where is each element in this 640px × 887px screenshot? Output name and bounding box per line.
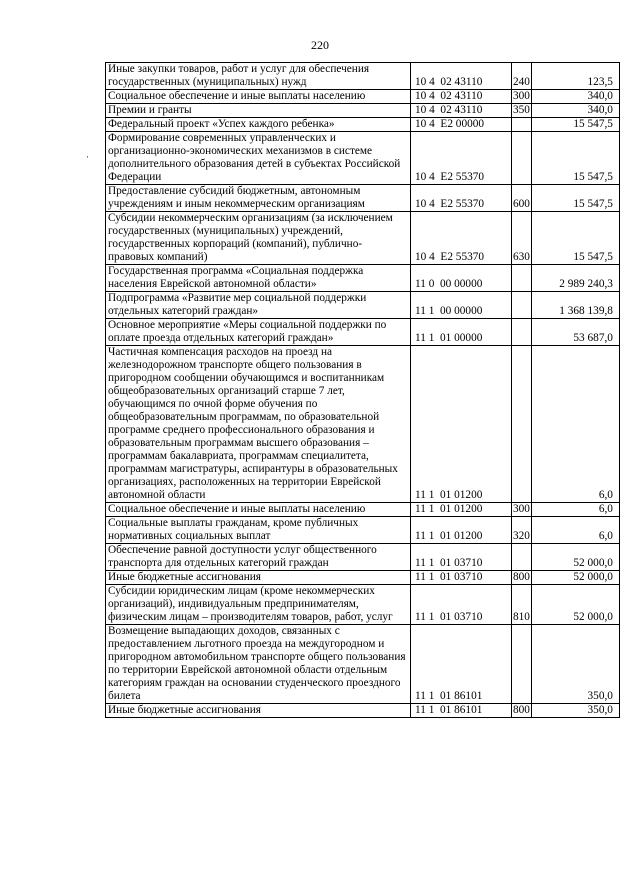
row-code: 11 1 00 00000 [411, 292, 512, 319]
row-code: 11 1 01 86101 [411, 704, 512, 718]
row-code: 10 4 E2 55370 [411, 212, 512, 265]
table-row [106, 346, 620, 503]
row-code: 11 0 00 00000 [411, 265, 512, 292]
row-code: 10 4 02 43110 [411, 104, 512, 118]
row-name: Возмещение выпадающих доходов, связанных с предоставлением льготного проезда на междугородном и пригородном автомобильном транспорте общего пользования по территории Еврейской автономной области отдельным категориям граждан на основании студенческого проездного билета [106, 625, 411, 704]
row-name: Иные бюджетные ассигнования [106, 704, 411, 718]
table-row [106, 90, 620, 104]
row-expense-type [512, 346, 532, 503]
row-name: Формирование современных управленческих и организационно-экономических механизмов в системе дополнительного образования детей в субъектах Российской Федерации [106, 132, 411, 185]
row-name: Социальное обеспечение и иные выплаты населению [106, 90, 411, 104]
table-row [106, 63, 620, 90]
row-name: Частичная компенсация расходов на проезд на железнодорожном транспорте общего пользования в пригородном сообщении обучающимся и воспитанникам общеобразовательных организаций старше 7 лет, обучающимся по очной форме обучения по общеобразовательным программам, по образовательной программе среднего профессионального образования и образовательным программам высшего образования – программам бакалавриата, программам специалитета, программам магистратуры, аспирантуры в образовательных организациях, расположенных на территории Еврейской автономной области [106, 346, 411, 503]
row-code: 10 4 E2 55370 [411, 132, 512, 185]
table-row [106, 571, 620, 585]
table-row [106, 704, 620, 718]
row-expense-type [512, 118, 532, 132]
row-expense-type [512, 132, 532, 185]
row-name: Предоставление субсидий бюджетным, автономным учреждениям и иным некоммерческим организациям [106, 185, 411, 212]
row-name: Социальные выплаты гражданам, кроме публичных нормативных социальных выплат [106, 517, 411, 544]
row-expense-type: 350 [513, 104, 530, 116]
page-number: 220 [311, 38, 329, 52]
table-row [106, 585, 620, 625]
row-sum: 350,0 [531, 625, 619, 704]
budget-table [105, 62, 620, 718]
row-code: 10 4 02 43110 [411, 63, 512, 90]
table-row [106, 544, 620, 571]
margin-mark: · [86, 152, 89, 162]
row-sum: 340,0 [531, 90, 619, 104]
row-code: 11 1 01 01200 [411, 346, 512, 503]
row-code: 11 1 01 00000 [411, 319, 512, 346]
row-sum: 15 547,5 [531, 118, 619, 132]
row-expense-type: 300 [513, 90, 530, 102]
row-sum: 350,0 [531, 704, 619, 718]
table-row [106, 319, 620, 346]
row-sum: 15 547,5 [531, 132, 619, 185]
row-expense-type: 600 [512, 185, 532, 212]
row-code: 11 1 01 01200 [411, 517, 512, 544]
row-name: Обеспечение равной доступности услуг общественного транспорта для отдельных категорий граждан [106, 544, 411, 571]
row-name: Премии и гранты [106, 104, 411, 118]
row-sum: 6,0 [531, 346, 619, 503]
table-row [106, 517, 620, 544]
row-code: 11 1 01 03710 [411, 585, 512, 625]
row-sum: 6,0 [531, 517, 619, 544]
row-expense-type: 800 [513, 704, 530, 716]
table-row [106, 625, 620, 704]
row-sum: 340,0 [531, 104, 619, 118]
row-expense-type [512, 292, 532, 319]
table-row [106, 104, 620, 118]
row-expense-type: 810 [512, 585, 532, 625]
row-name: Субсидии юридическим лицам (кроме некоммерческих организаций), индивидуальным предпринимателям, физическим лицам – производителям товаров, работ, услуг [106, 585, 411, 625]
row-name: Федеральный проект «Успех каждого ребенка» [106, 118, 411, 132]
row-sum: 15 547,5 [531, 212, 619, 265]
row-name: Основное мероприятие «Меры социальной поддержки по оплате проезда отдельных категорий граждан» [106, 319, 411, 346]
row-expense-type: 800 [513, 571, 530, 583]
table-row [106, 292, 620, 319]
row-sum: 52 000,0 [531, 544, 619, 571]
row-sum: 2 989 240,3 [531, 265, 619, 292]
row-code: 10 4 02 43110 [411, 90, 512, 104]
row-name: Подпрограмма «Развитие мер социальной поддержки отдельных категорий граждан» [106, 292, 411, 319]
row-code: 11 1 01 03710 [411, 571, 512, 585]
row-code: 10 4 E2 55370 [411, 185, 512, 212]
row-code: 11 1 01 01200 [411, 503, 512, 517]
row-code: 10 4 E2 00000 [411, 118, 512, 132]
row-name: Социальное обеспечение и иные выплаты населению [106, 503, 411, 517]
table-row [106, 503, 620, 517]
table-row [106, 212, 620, 265]
row-name: Субсидии некоммерческим организациям (за исключением государственных (муниципальных) учреждений, государственных корпораций (компаний), публично-правовых компаний) [106, 212, 411, 265]
row-expense-type: 300 [513, 503, 530, 515]
row-expense-type [512, 625, 532, 704]
row-sum: 52 000,0 [531, 571, 619, 585]
table-row [106, 185, 620, 212]
row-expense-type [512, 319, 532, 346]
row-name: Иные бюджетные ассигнования [106, 571, 411, 585]
row-code: 11 1 01 86101 [411, 625, 512, 704]
row-sum: 15 547,5 [531, 185, 619, 212]
row-sum: 53 687,0 [531, 319, 619, 346]
row-expense-type [512, 544, 532, 571]
row-expense-type: 320 [512, 517, 532, 544]
table-row [106, 265, 620, 292]
table-row [106, 118, 620, 132]
row-expense-type: 630 [512, 212, 532, 265]
table-row [106, 132, 620, 185]
row-sum: 1 368 139,8 [531, 292, 619, 319]
row-sum: 6,0 [531, 503, 619, 517]
row-sum: 123,5 [531, 63, 619, 90]
row-sum: 52 000,0 [531, 585, 619, 625]
row-code: 11 1 01 03710 [411, 544, 512, 571]
row-expense-type [512, 265, 532, 292]
row-expense-type: 240 [512, 63, 532, 90]
row-name: Иные закупки товаров, работ и услуг для обеспечения государственных (муниципальных) нужд [106, 63, 411, 90]
row-name: Государственная программа «Социальная поддержка населения Еврейской автономной области» [106, 265, 411, 292]
